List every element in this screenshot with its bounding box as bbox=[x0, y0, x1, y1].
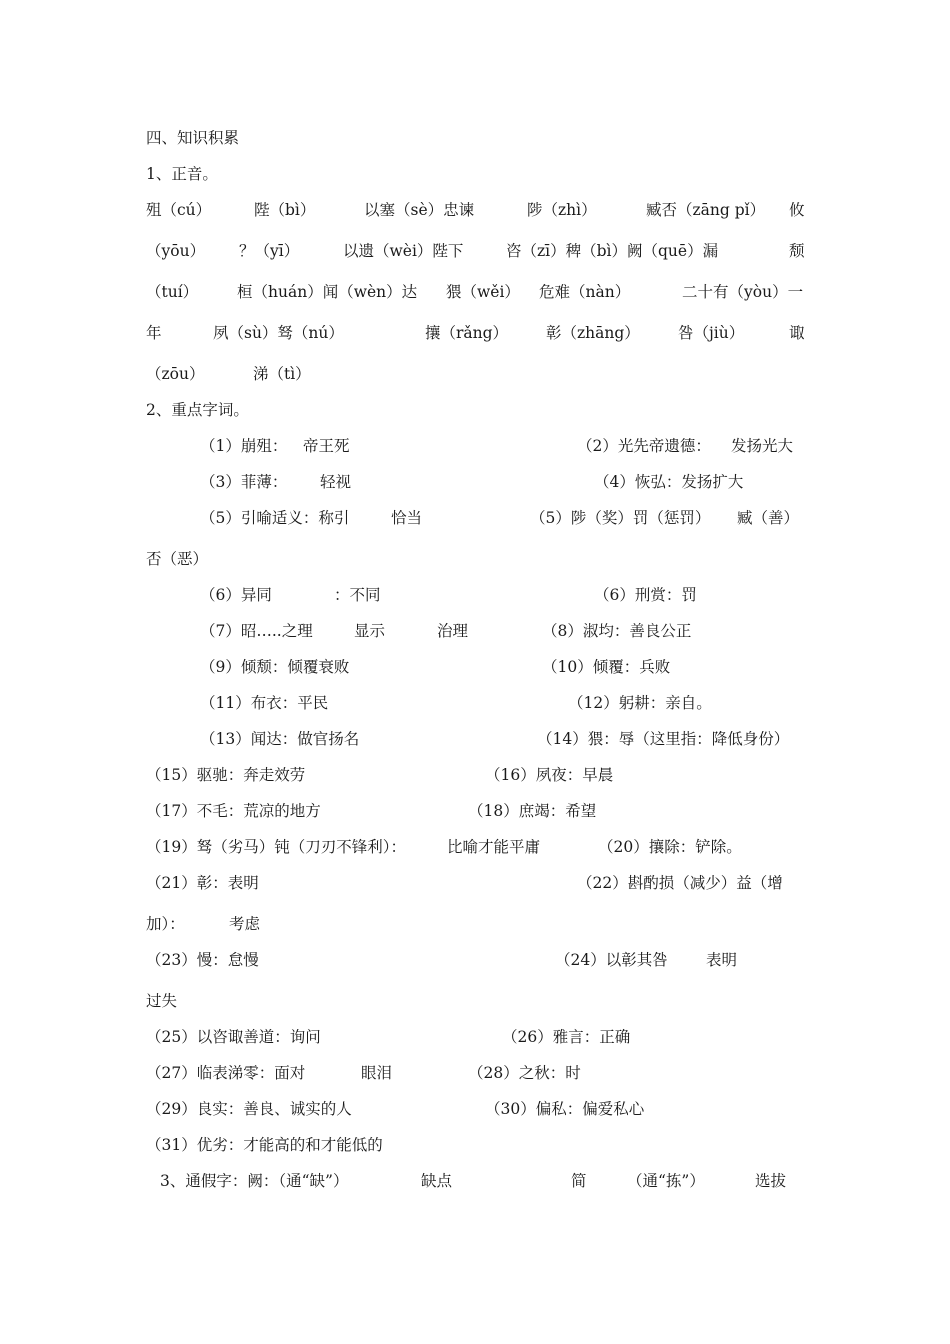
pinyin-item: 危难（nàn） bbox=[539, 283, 631, 301]
vocab-item: 眼泪 bbox=[361, 1064, 393, 1082]
vocab-item: （18）庶竭：希望 bbox=[468, 802, 597, 820]
tongjiazi-item: 选拔 bbox=[755, 1172, 787, 1190]
tongjiazi-item: 3、通假字：阙：（通“缺”） bbox=[160, 1172, 349, 1190]
section-heading: 四、知识积累 bbox=[146, 129, 240, 147]
pinyin-item: 咎（jiù） bbox=[678, 324, 745, 342]
pinyin-item: 颓 bbox=[789, 242, 805, 260]
vocab-item: （25）以咨诹善道：询问 bbox=[146, 1028, 321, 1046]
vocab-item: 轻视 bbox=[320, 473, 352, 491]
vocab-item: （14）猥：辱（这里指：降低身份） bbox=[537, 730, 790, 748]
vocab-item: ：不同 bbox=[334, 586, 381, 604]
vocab-item: （1）崩殂： bbox=[200, 437, 288, 455]
vocab-item: 臧（善） bbox=[737, 509, 800, 527]
section-title-key-words: 2、重点字词。 bbox=[146, 401, 249, 419]
vocab-item: 显示 bbox=[354, 622, 386, 640]
pinyin-item: 年 bbox=[146, 324, 162, 342]
section-title-pronunciation: 1、正音。 bbox=[146, 165, 218, 183]
pinyin-item: 咨（zī）稗（bì）阙（quē）漏 bbox=[506, 242, 719, 260]
pinyin-item: 殂（cú） bbox=[146, 201, 212, 219]
vocab-item: （9）倾颓：倾覆衰败 bbox=[200, 658, 350, 676]
pinyin-item: 陟（zhì） bbox=[527, 201, 597, 219]
vocab-item: （23）慢：怠慢 bbox=[146, 951, 259, 969]
pinyin-item: 二十有（yòu）一 bbox=[682, 283, 804, 301]
vocab-item: （17）不毛：荒凉的地方 bbox=[146, 802, 321, 820]
pinyin-item: （zōu） bbox=[146, 365, 205, 383]
vocab-item: （5）陟（奖）罚（惩罚） bbox=[530, 509, 711, 527]
pinyin-item: 以遗（wèi）陛下 bbox=[343, 242, 464, 260]
vocab-item: （22）斟酌损（减少）益（增 bbox=[577, 874, 783, 892]
vocab-item: （26）雅言：正确 bbox=[502, 1028, 631, 1046]
pinyin-item: 诹 bbox=[789, 324, 805, 342]
vocab-item: （29）良实：善良、诚实的人 bbox=[146, 1100, 352, 1118]
vocab-item: （12）躬耕：亲自。 bbox=[568, 694, 712, 712]
pinyin-item: 陛（bì） bbox=[254, 201, 316, 219]
vocab-item: （16）夙夜：早晨 bbox=[485, 766, 614, 784]
vocab-item: 治理 bbox=[437, 622, 469, 640]
vocab-item: （3）菲薄： bbox=[200, 473, 288, 491]
tongjiazi-item: 简 bbox=[571, 1172, 587, 1190]
vocab-item: （20）攘除：铲除。 bbox=[598, 838, 742, 856]
vocab-item: （27）临表涕零：面对 bbox=[146, 1064, 306, 1082]
pinyin-item: 臧否（zāng pǐ） bbox=[646, 201, 766, 219]
vocab-item: 否（恶） bbox=[146, 550, 209, 568]
pinyin-item: 夙（sù）驽（nú） bbox=[213, 324, 344, 342]
pinyin-item: 桓（huán）闻（wèn）达 bbox=[237, 283, 418, 301]
vocab-item: （30）偏私：偏爱私心 bbox=[485, 1100, 645, 1118]
vocab-item: （5）引喻适义：称引 bbox=[200, 509, 350, 527]
vocab-item: （6）异同 bbox=[200, 586, 272, 604]
vocab-item: 恰当 bbox=[391, 509, 423, 527]
vocab-item: （21）彰：表明 bbox=[146, 874, 259, 892]
pinyin-item: （yōu） bbox=[146, 242, 206, 260]
vocab-item: （28）之秋：时 bbox=[468, 1064, 581, 1082]
pinyin-item: 攸 bbox=[789, 201, 805, 219]
tongjiazi-item: （通“拣”） bbox=[627, 1172, 705, 1190]
vocab-item: （7）昭…..之理 bbox=[200, 622, 313, 640]
vocab-item: （6）刑赏：罚 bbox=[594, 586, 697, 604]
vocab-item: （13）闻达：做官扬名 bbox=[200, 730, 360, 748]
vocab-item: 比喻才能平庸 bbox=[447, 838, 541, 856]
vocab-item: （31）优劣：才能高的和才能低的 bbox=[146, 1136, 383, 1154]
pinyin-item: ？（yī） bbox=[239, 242, 300, 260]
vocab-item: （11）布衣：平民 bbox=[200, 694, 329, 712]
vocab-item: （15）驱驰：奔走效劳 bbox=[146, 766, 306, 784]
pinyin-item: 猥（wěi） bbox=[446, 283, 520, 301]
vocab-item: 帝王死 bbox=[303, 437, 350, 455]
vocab-item: （8）淑均：善良公正 bbox=[542, 622, 692, 640]
vocab-item: 过失 bbox=[146, 992, 178, 1010]
pinyin-item: 以塞（sè）忠谏 bbox=[364, 201, 475, 219]
vocab-item: （2）光先帝遗德： bbox=[577, 437, 711, 455]
vocab-item: 表明 bbox=[706, 951, 738, 969]
tongjiazi-item: 缺点 bbox=[421, 1172, 453, 1190]
vocab-item: 加）： bbox=[146, 915, 185, 933]
vocab-item: （10）倾覆：兵败 bbox=[542, 658, 671, 676]
pinyin-item: 攘（rǎng） bbox=[425, 324, 509, 342]
vocab-item: （24）以彰其咎 bbox=[555, 951, 668, 969]
pinyin-item: 涕（tì） bbox=[253, 365, 311, 383]
vocab-item: 考虑 bbox=[229, 915, 261, 933]
vocab-item: 发扬光大 bbox=[731, 437, 794, 455]
vocab-item: （19）驽（劣马）钝（刀刃不锋利）： bbox=[146, 838, 406, 856]
pinyin-item: 彰（zhāng） bbox=[546, 324, 640, 342]
pinyin-item: （tuí） bbox=[146, 283, 199, 301]
vocab-item: （4）恢弘：发扬扩大 bbox=[594, 473, 744, 491]
